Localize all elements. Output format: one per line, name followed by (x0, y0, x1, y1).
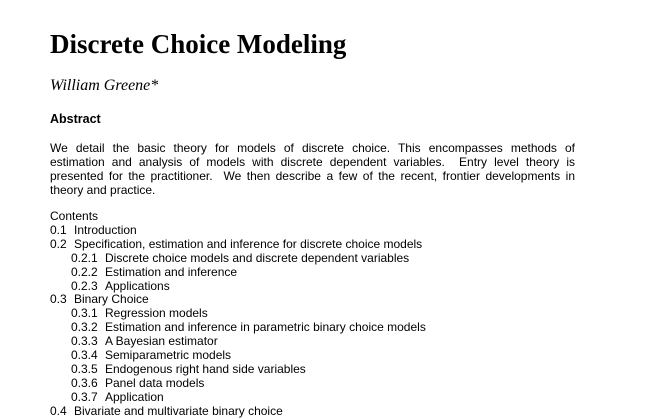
toc-entry-number: 0.3.3 (71, 334, 98, 349)
toc-entry-label: Introduction (74, 222, 137, 237)
toc-entry-number: 0.1 (50, 222, 67, 237)
toc-entry-label: Bivariate and multivariate binary choice (74, 403, 283, 418)
toc-entry (50, 252, 426, 266)
abstract-line: presented for the practitioner. We then describe a few of the recent, frontier developments in (50, 169, 575, 183)
toc-entry-number: 0.2.1 (71, 250, 98, 265)
toc-entry-label: Estimation and inference (105, 264, 238, 279)
toc-entry-number: 0.3.6 (71, 375, 98, 390)
toc-entry (50, 405, 426, 419)
toc-entry (50, 391, 426, 405)
toc-entry-number: 0.3.2 (71, 320, 98, 335)
table-of-contents (50, 210, 426, 419)
toc-entry-number: 0.3 (50, 292, 67, 307)
toc-entry-label: Applications (105, 278, 170, 293)
toc-entry-label: Panel data models (105, 375, 205, 390)
toc-entry (50, 377, 426, 391)
toc-entry (50, 307, 426, 321)
toc-list (50, 224, 426, 419)
toc-entry (50, 321, 426, 335)
toc-entry-number: 0.2.2 (71, 264, 98, 279)
toc-entry-label: Endogenous right hand side variables (105, 361, 306, 376)
toc-entry-label: Binary Choice (74, 292, 149, 307)
toc-entry (50, 335, 426, 349)
document-title: Discrete Choice Modeling (50, 29, 347, 59)
toc-entry-label: Regression models (105, 306, 208, 321)
toc-entry-label: Application (105, 389, 164, 404)
toc-entry (50, 224, 426, 238)
toc-entry-label: Specification, estimation and inference for discrete choice models (74, 236, 423, 251)
toc-entry-number: 0.3.5 (71, 361, 98, 376)
toc-entry (50, 293, 426, 307)
contents-heading: Contents (50, 209, 99, 223)
toc-entry-number: 0.3.4 (71, 348, 98, 363)
toc-entry-number: 0.3.1 (71, 306, 98, 321)
toc-entry-label: Discrete choice models and discrete dependent variables (105, 250, 410, 265)
abstract-line: We detail the basic theory for models of discrete choice. This encompasses methods of (50, 141, 575, 155)
author-name: William Greene* (50, 77, 159, 94)
toc-entry (50, 280, 426, 294)
toc-entry-number: 0.4 (50, 403, 67, 418)
abstract-heading: Abstract (50, 112, 101, 126)
toc-entry (50, 266, 426, 280)
toc-entry-number: 0.2 (50, 236, 67, 251)
toc-entry (50, 349, 426, 363)
toc-entry-label: Semiparametric models (105, 348, 232, 363)
toc-entry (50, 238, 426, 252)
abstract-line: estimation and analysis of models with discrete dependent variables. Entry level theory is (50, 155, 575, 169)
toc-entry (50, 363, 426, 377)
toc-entry-number: 0.3.7 (71, 389, 98, 404)
toc-entry-label: A Bayesian estimator (105, 334, 218, 349)
toc-entry-number: 0.2.3 (71, 278, 98, 293)
abstract-text (50, 141, 575, 197)
toc-entry-label: Estimation and inference in parametric binary choice models (105, 320, 426, 335)
abstract-line: theory and practice. (50, 183, 156, 197)
